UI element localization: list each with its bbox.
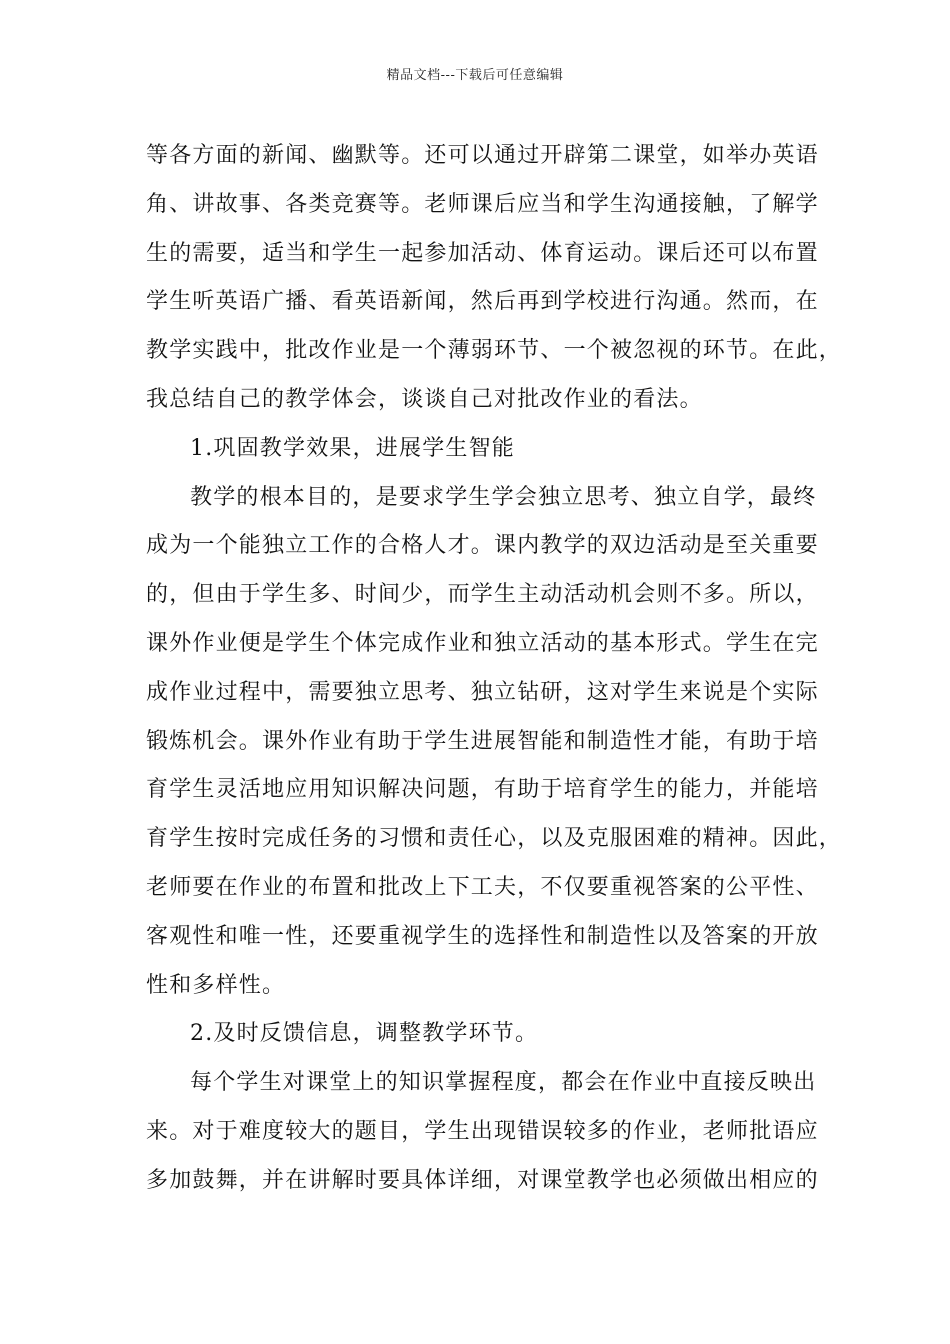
text-line: 育学生按时完成任务的习惯和责任心，以及克服困难的精神。因此， [146, 826, 843, 852]
text-line: 课外作业便是学生个体完成作业和独立活动的基本形式。学生在完 [146, 630, 819, 656]
text-line: 等各方面的新闻、幽默等。还可以通过开辟第二课堂，如举办英语 [146, 143, 819, 168]
section-heading: 2.及时反馈信息，调整教学环节。 [190, 1021, 539, 1047]
body-text [146, 132, 843, 1206]
section-heading: 1.巩固教学效果，进展学生智能 [190, 435, 515, 461]
text-line: 的，但由于学生多、时间少，而学生主动活动机会则不多。所以， [146, 582, 819, 608]
text-line: 角、讲故事、各类竞赛等。老师课后应当和学生沟通接触，了解学 [146, 191, 819, 217]
text-line: 生的需要，适当和学生一起参加活动、体育运动。课后还可以布置 [146, 240, 819, 266]
text-line: 学生听英语广播、看英语新闻，然后再到学校进行沟通。然而，在 [146, 289, 819, 315]
text-line: 成为一个能独立工作的合格人才。课内教学的双边活动是至关重要 [146, 533, 819, 559]
text-line: 教学实践中，批改作业是一个薄弱环节、一个被忽视的环节。在此， [146, 338, 843, 364]
text-line: 多加鼓舞，并在讲解时要具体详细，对课堂教学也必须做出相应的 [146, 1167, 819, 1193]
paragraph-start: 每个学生对课堂上的知识掌握程度，都会在作业中直接反映出 [190, 1070, 817, 1096]
text-line: 成作业过程中，需要独立思考、独立钻研，这对学生来说是个实际 [146, 679, 819, 705]
page-header: 精品文档---下载后可任意编辑 [386, 68, 564, 83]
text-line: 客观性和唯一性，还要重视学生的选择性和制造性以及答案的开放 [146, 923, 819, 949]
paragraph-start: 教学的根本目的，是要求学生学会独立思考、独立自学，最终 [190, 484, 817, 510]
text-line: 老师要在作业的布置和批改上下工夫，不仅要重视答案的公平性、 [146, 874, 819, 900]
text-line: 来。对于难度较大的题目，学生出现错误较多的作业，老师批语应 [146, 1118, 819, 1144]
text-line: 性和多样性。 [146, 972, 286, 998]
text-line: 我总结自己的教学体会，谈谈自己对批改作业的看法。 [146, 386, 703, 412]
text-line: 育学生灵活地应用知识解决问题，有助于培育学生的能力，并能培 [146, 777, 819, 803]
text-line: 锻炼机会。课外作业有助于学生进展智能和制造性才能，有助于培 [146, 728, 819, 754]
